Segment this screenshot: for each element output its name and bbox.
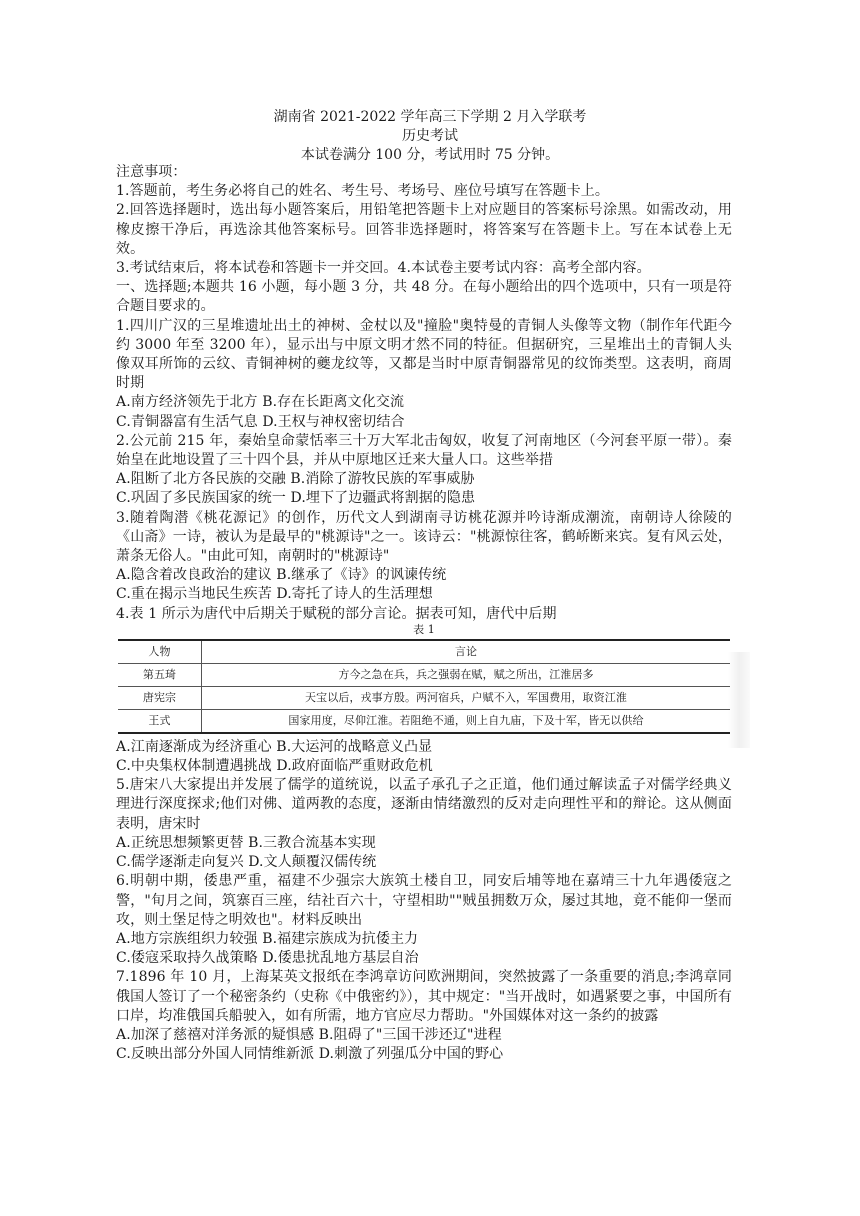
question-7-options-ab: A.加深了慈禧对洋务派的疑惧感 B.阻碍了"三国干涉还辽"进程 — [116, 1026, 502, 1043]
question-6: 6.明朝中期，倭患严重，福建不少强宗大族筑土楼自卫，同安后埔等地在嘉靖三十九年遇倭寇之警，"旬月之间，筑寨百三座，结社百六十，守望相助""贼虽拥数万众，屡过其地，竟不能仰一堡而攻，则土堡足恃之明效也"。材料反映出 — [116, 873, 732, 928]
question-3-options-cd: C.重在揭示当地民生疾苦 D.寄托了诗人的生活理想 — [116, 586, 433, 603]
question-1-options-cd: C.青铜器富有生活气息 D.王权与神权密切结合 — [116, 413, 405, 430]
question-3: 3.随着陶潜《桃花源记》的创作，历代文人到湖南寻访桃花源并吟诗渐成潮流，南朝诗人徐陵的《山斋》一诗，被认为是最早的"桃源诗"之一。该诗云："桃源惊往客，鹤峤断来宾。复有风云处，萧条无俗人。"由此可知，南朝时的"桃源诗" — [116, 509, 732, 565]
table-cell-person: 唐宪宗 — [118, 686, 202, 709]
question-3-options-ab: A.隐含着改良政治的建议 B.继承了《诗》的讽谏传统 — [116, 567, 447, 584]
question-7-options-cd: C.反映出部分外国人同情维新派 D.刺激了列强瓜分中国的野心 — [116, 1046, 504, 1063]
scan-shadow — [728, 652, 750, 748]
table-row — [118, 663, 730, 686]
table-cell-person: 第五琦 — [118, 663, 202, 686]
table-header-person: 人物 — [118, 640, 202, 664]
question-6-options-cd: C.倭寇采取持久战策略 D.倭患扰乱地方基层自治 — [116, 950, 419, 967]
table-cell-person: 王式 — [118, 709, 202, 733]
question-6-options-ab: A.地方宗族组织力较强 B.福建宗族成为抗倭主力 — [116, 930, 419, 947]
question-2-options-ab: A.阻断了北方各民族的交融 B.消除了游牧民族的军事威胁 — [116, 471, 475, 488]
question-2-options-cd: C.巩固了多民族国家的统一 D.埋下了边疆武将割据的隐患 — [116, 490, 476, 507]
notice-item: 2.回答选择题时，选出每小题答案后，用铅笔把答题卡上对应题目的答案标号涂黑。如需改动，用橡皮擦干净后，再选涂其他答案标号。回答非选择题时，将答案写在答题卡上。写在本试卷上无效。 — [116, 202, 732, 257]
question-1: 1.四川广汉的三星堆遗址出土的神树、金杖以及"撞脸"奥特曼的青铜人头像等文物（制作年代距今约 3000 年至 3200 年），显示出与中原文明才然不同的特征。但据研究，三星堆出土的青铜人头像双耳所饰的云纹、青铜神树的夔龙纹等，又都是当时中原青铜器常见的纹饰类型。这表明，商周时期 — [116, 317, 732, 392]
notice-heading: 注意事项： — [116, 164, 187, 180]
table-row — [118, 709, 730, 733]
question-4-options-ab: A.江南逐渐成为经济重心 B.大运河的战略意义凸显 — [116, 738, 433, 755]
question-7: 7.1896 年 10 月，上海某英文报纸在李鸿章访问欧洲期间，突然披露了一条重要的消息;李鸿章同俄国人签订了一个秘密条约（史称《中俄密约》），其中规定："当开战时，如遇紧要之事，中国所有口岸，均准俄国兵船驶入，如有所需，地方官应尽力帮助。"外国媒体对这一条约的披露 — [116, 969, 732, 1024]
question-5-options-ab: A.正统思想频繁更替 B.三教合流基本实现 — [116, 834, 376, 851]
table-row — [118, 686, 730, 709]
table-cell-statement: 方今之急在兵，兵之强弱在赋，赋之所出，江淮居多 — [202, 663, 731, 686]
question-2: 2.公元前 215 年，秦始皇命蒙恬率三十万大军北击匈奴，收复了河南地区（今河套平原一带）。秦始皇在此地设置了三十四个县，并从中原地区迁来大量人口。这些举措 — [116, 432, 732, 469]
question-5: 5.唐宋八大家提出并发展了儒学的道统说，以孟子承孔子之正道，他们通过解读孟子对儒学经典义理进行深度探求;他们对佛、道两教的态度，逐渐由情绪激烈的反对走向理性平和的辩论。这从侧面表明，唐宋时 — [116, 777, 732, 832]
question-1-options-ab: A.南方经济领先于北方 B.存在长距离文化交流 — [116, 394, 405, 411]
question-4: 4.表 1 所示为唐代中后期关于赋税的部分言论。据表可知，唐代中后期 — [116, 605, 557, 622]
notice-item: 3.考试结束后，将本试卷和答题卡一并交回。4.本试卷主要考试内容：高考全部内容。 — [116, 260, 651, 277]
exam-subject: 历史考试 — [402, 128, 458, 144]
table-header-statement: 言论 — [202, 640, 731, 664]
table-cell-statement: 天宝以后，戎事方殷。两河宿兵，户赋不入，军国费用，取资江淮 — [202, 686, 731, 709]
notice-item: 1.答题前，考生务必将自己的姓名、考生号、考场号、座位号填写在答题卡上。 — [116, 183, 609, 200]
exam-content — [116, 163, 732, 1064]
table-1 — [118, 639, 730, 734]
exam-meta: 本试卷满分 100 分，考试用时 75 分钟。 — [300, 147, 560, 163]
question-4-options-cd: C.中央集权体制遭遇挑战 D.政府面临严重财政危机 — [116, 758, 433, 775]
exam-title: 湖南省 2021-2022 学年高三下学期 2 月入学联考 — [273, 109, 587, 125]
section-instructions: 一、选择题;本题共 16 小题，每小题 3 分，共 48 分。在每小题给出的四个选项中，只有一项是符合题目要求的。 — [116, 279, 732, 315]
table-header-row — [118, 640, 730, 664]
question-5-options-cd: C.儒学逐渐走向复兴 D.文人颠覆汉儒传统 — [116, 854, 377, 871]
table-1-caption: 表 1 — [413, 622, 435, 636]
table-cell-statement: 国家用度，尽仰江淮。若阻绝不通，则上自九庙，下及十军，皆无以供给 — [202, 709, 731, 733]
